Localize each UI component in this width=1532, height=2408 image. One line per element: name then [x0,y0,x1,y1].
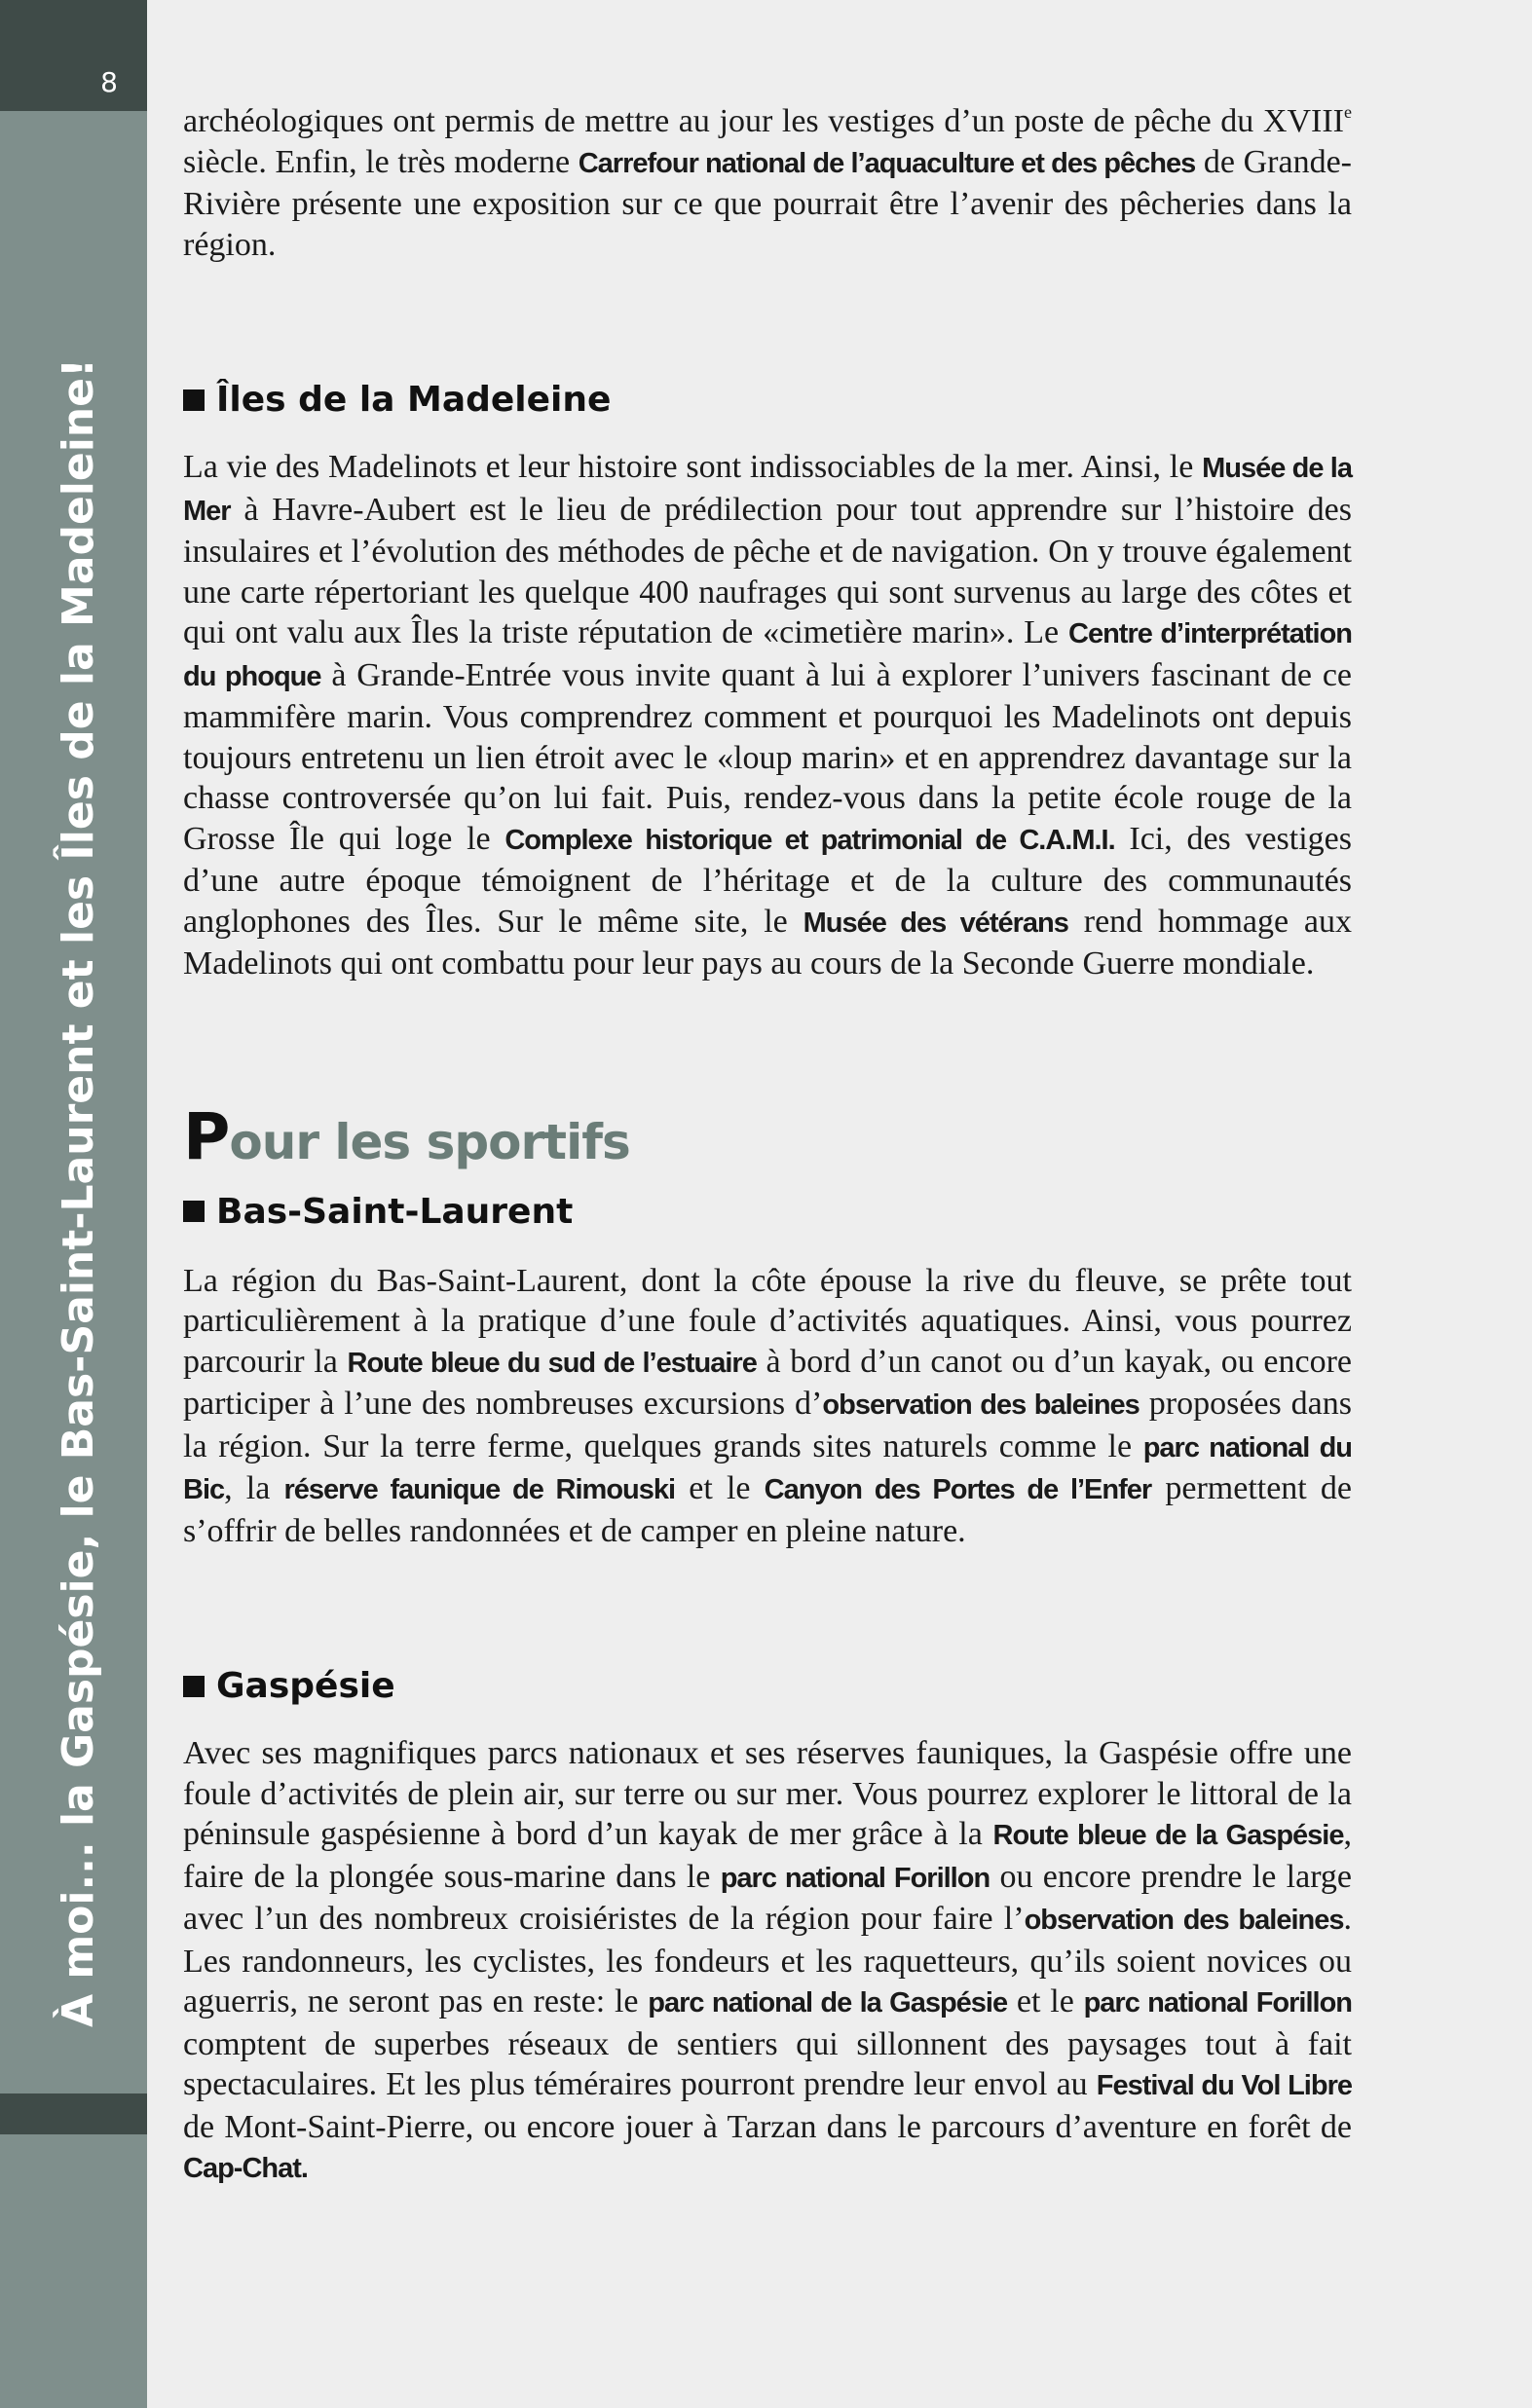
intro-paragraph: archéologiques ont permis de mettre au jour les vestiges d’un poste de pêche du XVIIIe siècle. Enfin, le très moderne Carrefour national de l’aquaculture et des pêches de Grande-Rivière présente une exposition sur ce que pourrait être l’avenir des pêcheries dans la région. [183,102,1352,263]
heading-bas-saint-laurent: Bas-Saint-Laurent [183,1192,1352,1232]
square-bullet-icon [183,389,205,411]
square-bullet-icon [183,1676,205,1697]
page-number: 8 [100,66,118,98]
iles-paragraph: La vie des Madelinots et leur histoire sont indissociables de la mer. Ainsi, le Musée de la Mer à Havre-Aubert est le lieu de prédilection pour tout apprendre sur l’histoire des insulaires et l’évolution des méthodes de pêche et de navigation. On y trouve également une carte répertoriant les quelque 400 naufrages qui sont survenus au large des côtes et qui ont valu aux Îles la triste réputation de «cimetière marin». Le Centre d’interprétation du phoque à Grande-Entrée vous invite quant à lui à explorer l’univers fascinant de ce mammifère marin. Vous comprendrez comment et pourquoi les Madelinots ont depuis toujours entretenu un lien étroit avec le «loup marin» et en apprendrez davantage sur la chasse controversée qu’on lui fait. Puis, rendez-vous dans la petite école rouge de la Grosse Île qui loge le Complexe historique et patrimonial de C.A.M.I. Ici, des vestiges d’une autre époque témoignent de l’héritage et de la culture des communautés anglophones des Îles. Sur le même site, le Musée des vétérans rend hommage aux Madelinots qui ont combattu pour leur pays au cours de la Seconde Guerre mondiale. [183,449,1353,982]
bsl-paragraph: La région du Bas-Saint-Laurent, dont la côte épouse la rive du fleuve, se prête tout particulièrement à la pratique d’une foule d’activités aquatiques. Ainsi, vous pourrez parcourir la Route bleue du sud de l’estuaire à bord d’un canot ou d’un kayak, ou encore participer à l’une des nombreuses excursions d’observation des baleines proposées dans la région. Sur la terre ferme, quelques grands sites naturels comme le parc national du Bic, la réserve faunique de Rimouski et le Canyon des Portes de l’Enfer permettent de s’offrir de belles randonnées et de camper en pleine nature. [183,1262,1353,1549]
square-bullet-icon [183,1201,205,1222]
heading-iles-de-la-madeleine: Îles de la Madeleine [183,380,1352,420]
sidebar [0,0,147,2408]
main-content [183,101,1352,2190]
section-title-sportifs: Pour les sportifs [183,1098,630,1174]
gaspesie-paragraph: Avec ses magnifiques parcs nationaux et ses réserves fauniques, la Gaspésie offre une foule d’activités de plein air, sur terre ou sur mer. Vous pourrez explorer le littoral de la péninsule gaspésienne à bord d’un kayak de mer grâce à la Route bleue de la Gaspésie, faire de la plongée sous-marine dans le parc national Forillon ou encore prendre le large avec l’un des nombreux croisiéristes de la région pour faire l’observation des baleines. Les randonneurs, les cyclistes, les fondeurs et les raquetteurs, qu’ils soient novices ou aguerris, ne seront pas en reste: le parc national de la Gaspésie et le parc national Forillon comptent de superbes réseaux de sentiers qui sillonnent des paysages tout à fait spectaculaires. Et les plus téméraires pourront prendre leur envol au Festival du Vol Libre de Mont-Saint-Pierre, ou encore jouer à Tarzan dans le parcours d’aventure en forêt de Cap-Chat. [183,1735,1353,2184]
sidebar-bottom-band [0,2093,147,2134]
sidebar-title: À moi... la Gaspésie, le Bas-Saint-Laurent et les Îles de la Madeleine! [53,357,103,2028]
sidebar-top-band [0,0,147,111]
heading-gaspesie: Gaspésie [183,1666,1352,1706]
